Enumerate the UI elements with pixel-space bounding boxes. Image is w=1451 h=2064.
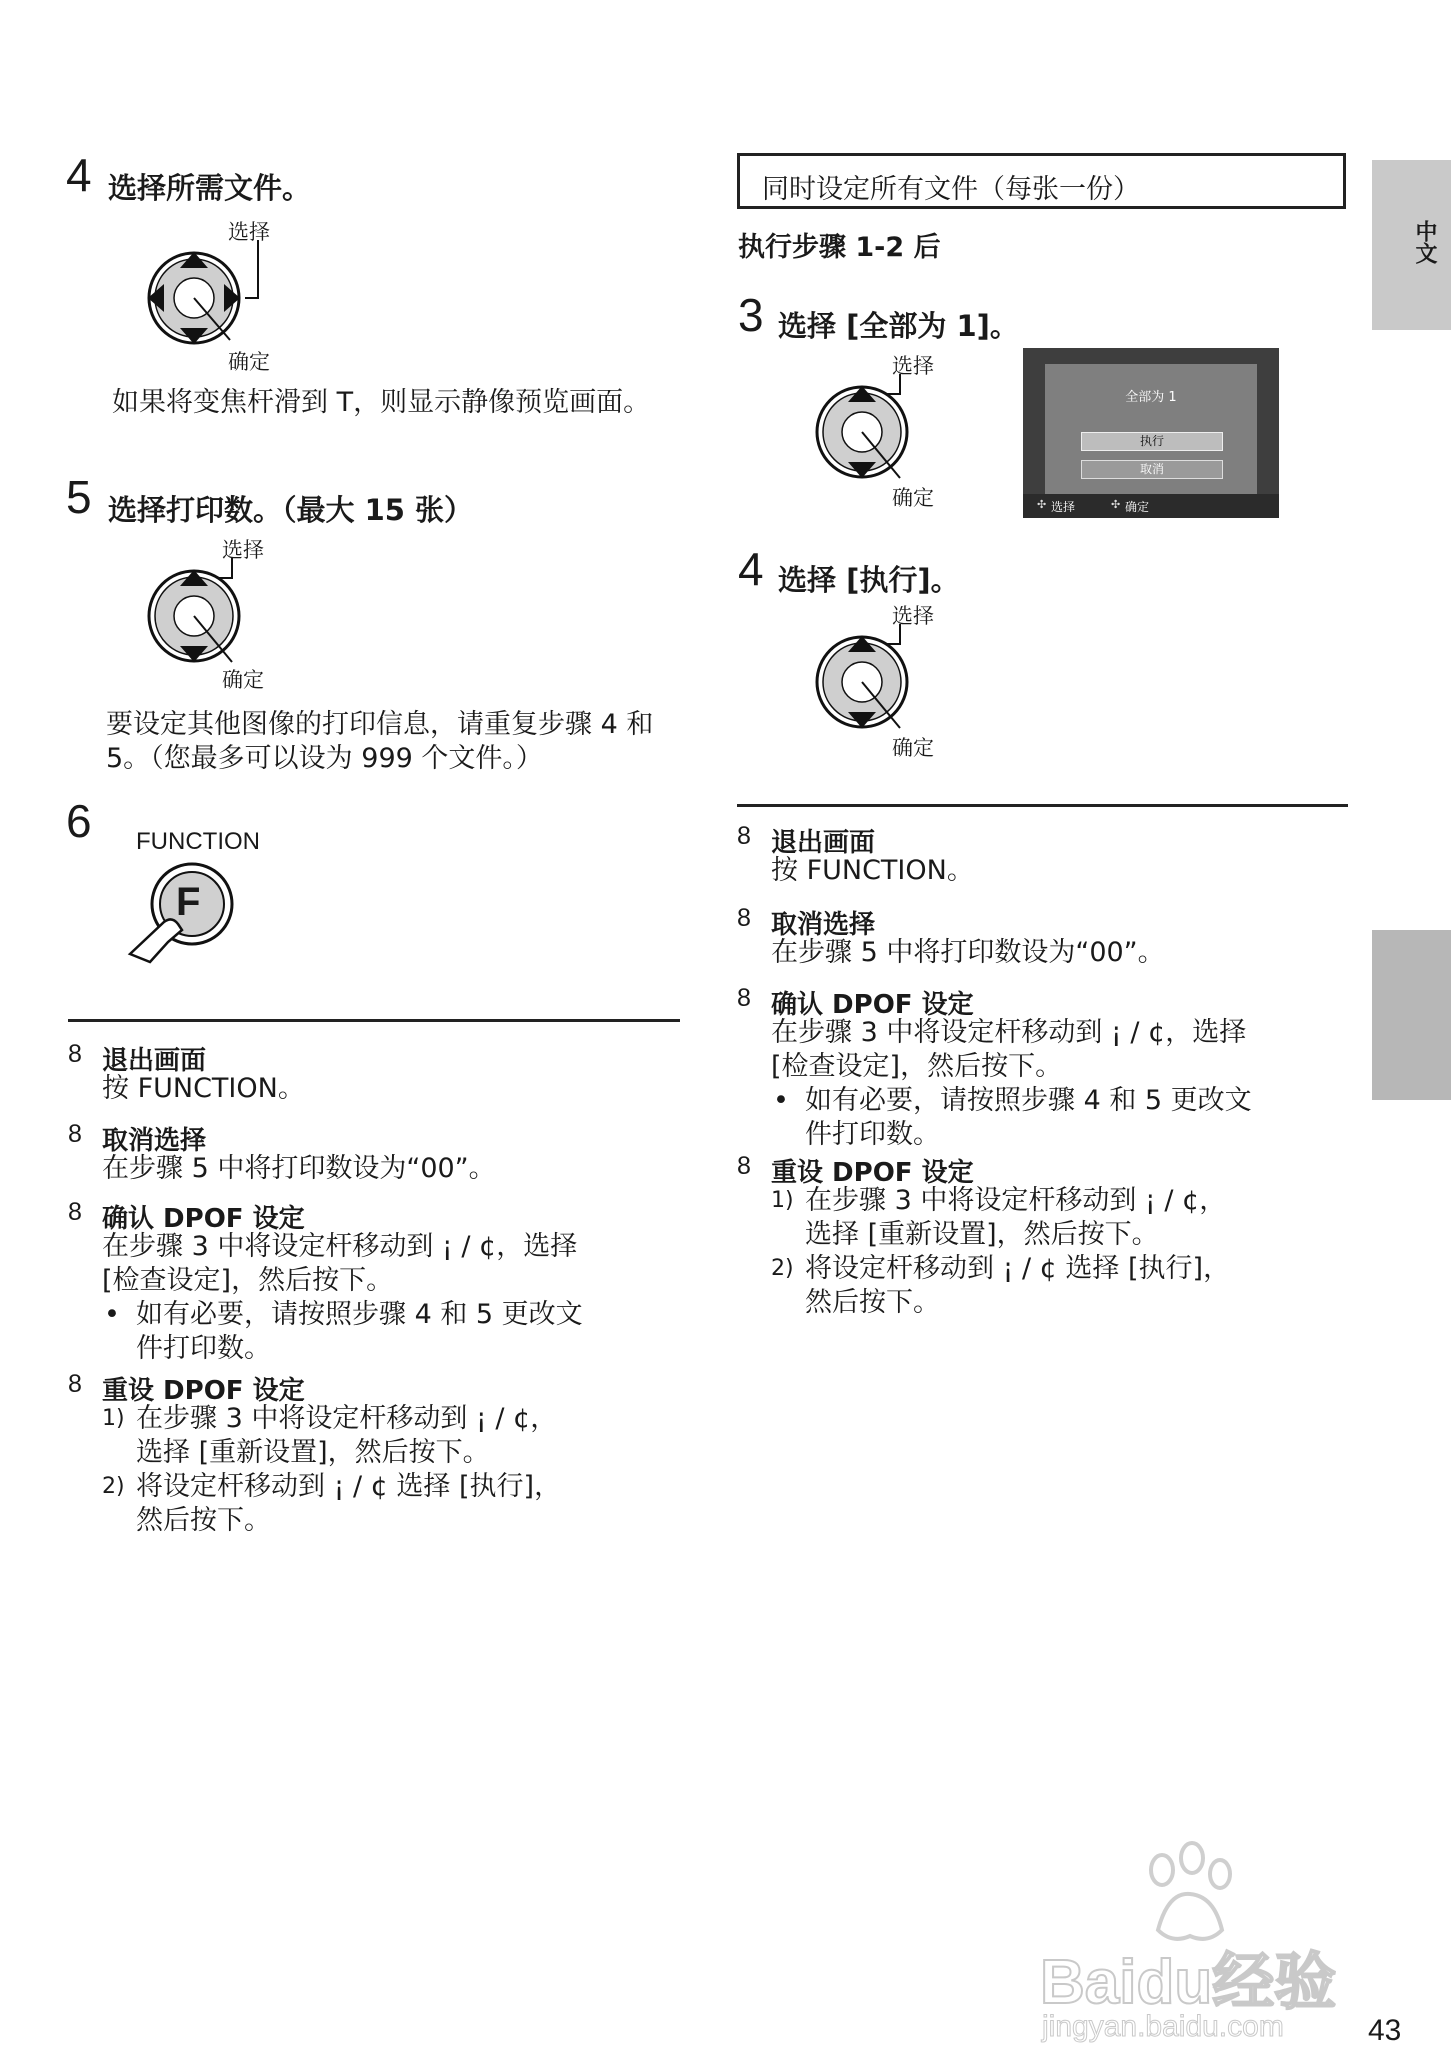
step-5-select-label: 选择 [222, 538, 264, 562]
note-line: 在步骤 5 中将打印数设为“00”。 [771, 937, 1165, 968]
left-divider [68, 1019, 680, 1022]
cancel-option[interactable]: 取消 [1081, 460, 1223, 479]
note-sub-line: 如有必要，请按照步骤 4 和 5 更改文 [805, 1085, 1252, 1116]
dpad-updown-icon [808, 624, 948, 744]
note-title: 确认 DPOF 设定 [771, 990, 974, 1020]
note-cancel [68, 1110, 688, 1192]
note-line: 在步骤 3 中将设定杆移动到 ¡ / ¢，选择 [102, 1231, 578, 1262]
page-number: 43 [1368, 2014, 1402, 2047]
note-exit [68, 1040, 688, 1110]
note-item-line: 在步骤 3 中将设定杆移动到 ¡ / ¢， [805, 1185, 1227, 1216]
step-5-number: 5 [66, 471, 92, 523]
note-sub-line: 如有必要，请按照步骤 4 和 5 更改文 [136, 1299, 583, 1330]
dpad-updown-icon [140, 558, 280, 678]
note-sub-line: 件打印数。 [805, 1119, 940, 1150]
step-5-confirm-label: 确定 [222, 668, 264, 692]
screen-select-label: 选择 [1051, 500, 1076, 514]
note-line: 在步骤 3 中将设定杆移动到 ¡ / ¢，选择 [771, 1017, 1247, 1048]
step-3-number: 3 [738, 289, 764, 341]
camera-screen [1023, 348, 1279, 518]
all-files-box-title: 同时设定所有文件（每张一份） [762, 174, 1140, 205]
note-title: 退出画面 [771, 828, 876, 858]
camera-screen-title: 全部为 1 [1125, 390, 1177, 405]
note-cancel [737, 892, 1347, 974]
note-bullet: 8 [737, 904, 751, 932]
note-sub-line: 件打印数。 [136, 1333, 271, 1364]
note-reset-dpof [68, 1370, 688, 1540]
step-5-body: 要设定其他图像的打印信息，请重复步骤 4 和 5。（您最多可以设为 999 个文件。） [106, 709, 654, 774]
step-3-confirm-label: 确定 [892, 486, 934, 510]
step-4-title: 选择所需文件。 [108, 171, 312, 205]
note-sub-bullet: • [104, 1299, 120, 1330]
note-item-marker: 2) [102, 1474, 125, 1499]
right-notes [737, 822, 1347, 1322]
step-4-number: 4 [66, 149, 92, 201]
step-4r-select-label: 选择 [892, 604, 934, 628]
watermark-brand: Baidu经验 [1040, 1948, 1337, 2017]
note-item-marker: 1) [102, 1406, 125, 1431]
note-item-marker: 1) [771, 1188, 794, 1213]
all-files-box [737, 153, 1346, 209]
function-button-label: FUNCTION [136, 828, 260, 855]
left-notes [68, 1040, 688, 1540]
note-title: 取消选择 [102, 1126, 207, 1156]
note-confirm-dpof [68, 1192, 688, 1370]
note-line: [检查设定]，然后按下。 [102, 1265, 394, 1296]
step-6-number: 6 [66, 795, 92, 847]
dpad-4way-icon [140, 240, 280, 360]
step-3-title: 选择 [全部为 1]。 [778, 309, 1019, 343]
note-item-line: 将设定杆移动到 ¡ / ¢ 选择 [执行]， [136, 1471, 562, 1502]
screen-confirm-label: 确定 [1125, 500, 1150, 514]
note-item-line: 选择 [重新设置]，然后按下。 [805, 1219, 1159, 1250]
note-title: 取消选择 [771, 910, 876, 940]
execute-option[interactable]: 执行 [1081, 432, 1223, 451]
note-bullet: 8 [68, 1040, 82, 1068]
screen-footer [1023, 494, 1279, 518]
step-4r-number: 4 [738, 543, 764, 595]
watermark-url: jingyan.baidu.com [1042, 2010, 1284, 2043]
note-title: 退出画面 [102, 1046, 207, 1076]
step-3-select-label: 选择 [892, 354, 934, 378]
note-line: 按 FUNCTION。 [771, 855, 974, 886]
note-reset-dpof [737, 1152, 1347, 1322]
note-item-line: 在步骤 3 中将设定杆移动到 ¡ / ¢， [136, 1403, 558, 1434]
step-4r-confirm-label: 确定 [892, 736, 934, 760]
note-line: [检查设定]，然后按下。 [771, 1051, 1063, 1082]
note-confirm-dpof [737, 974, 1347, 1152]
note-title: 确认 DPOF 设定 [102, 1204, 305, 1234]
note-bullet: 8 [737, 984, 751, 1012]
note-item-line: 将设定杆移动到 ¡ / ¢ 选择 [执行]， [805, 1253, 1231, 1284]
note-item-line: 选择 [重新设置]，然后按下。 [136, 1437, 490, 1468]
step-4-confirm-label: 确定 [228, 350, 270, 374]
after-steps-text: 执行步骤 1-2 后 [738, 232, 941, 263]
note-sub-bullet: • [773, 1085, 789, 1116]
note-bullet: 8 [737, 1152, 751, 1180]
note-bullet: 8 [68, 1198, 82, 1226]
function-button-letter: F [176, 880, 201, 924]
note-line: 按 FUNCTION。 [102, 1073, 305, 1104]
note-bullet: 8 [68, 1370, 82, 1398]
step-4-select-label: 选择 [228, 220, 270, 244]
step-4r-title: 选择 [执行]。 [778, 563, 960, 597]
note-title: 重设 DPOF 设定 [771, 1158, 974, 1188]
step-4-body: 如果将变焦杆滑到 T，则显示静像预览画面。 [112, 387, 651, 418]
language-tab-label: 中文 [1412, 220, 1437, 264]
note-item-line: 然后按下。 [805, 1287, 940, 1318]
note-bullet: 8 [737, 822, 751, 850]
section-tab [1372, 930, 1451, 1100]
note-title: 重设 DPOF 设定 [102, 1376, 305, 1406]
note-exit [737, 822, 1347, 892]
right-divider [737, 804, 1348, 807]
note-item-line: 然后按下。 [136, 1505, 271, 1536]
note-line: 在步骤 5 中将打印数设为“00”。 [102, 1153, 496, 1184]
dpad-updown-icon [808, 374, 948, 494]
step-5-title: 选择打印数。（最大 15 张） [108, 493, 474, 527]
screen-confirm-icon: ✣ [1111, 498, 1121, 511]
note-item-marker: 2) [771, 1256, 794, 1281]
screen-select-icon: ✣ [1037, 498, 1047, 511]
note-bullet: 8 [68, 1120, 82, 1148]
